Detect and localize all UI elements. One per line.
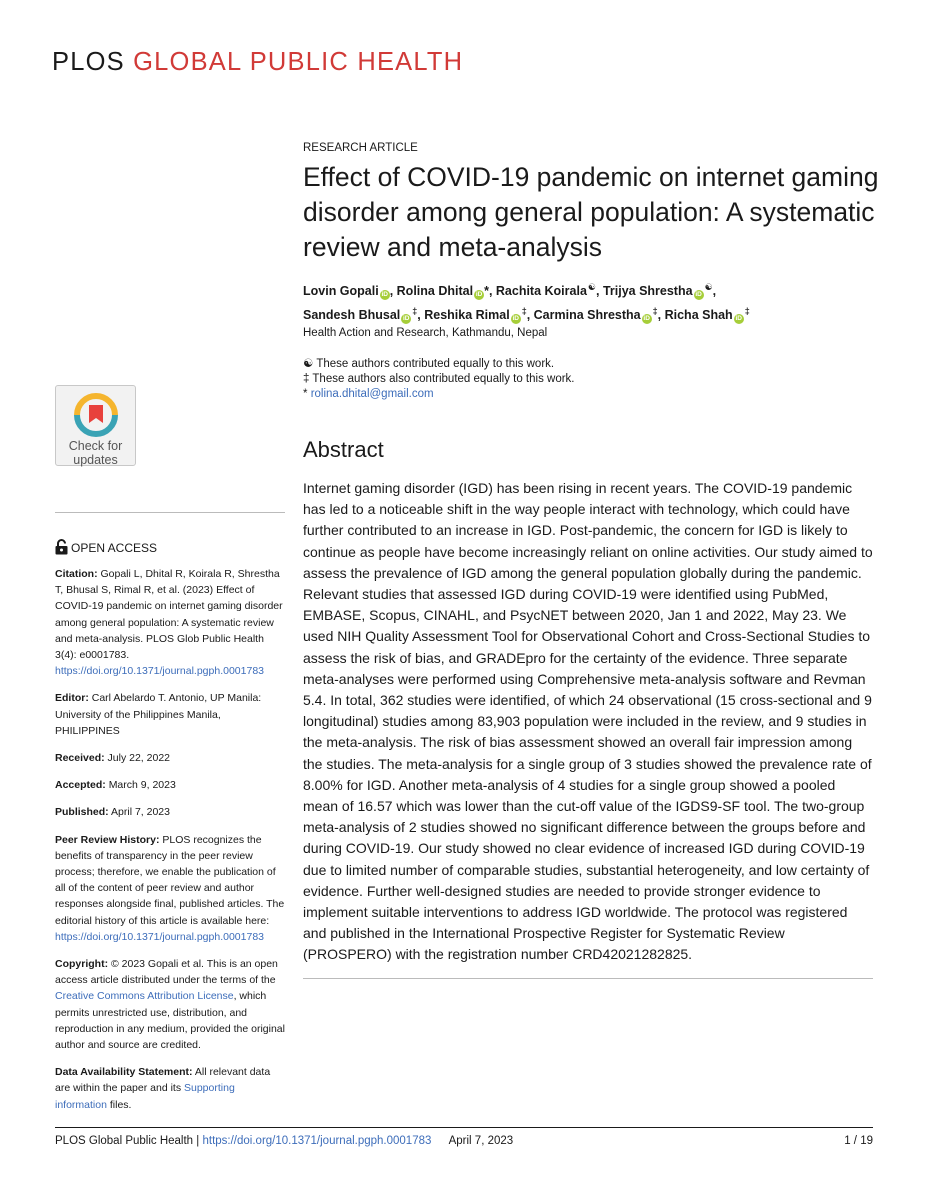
sidebar-divider xyxy=(55,512,285,513)
abstract-text: Internet gaming disorder (IGD) has been rising in recent years. The COVID-19 pandemic has led to a noticeable shift in the way people interact with technology, which could have further contributed to an increase in IGD. Post-pandemic, the concern for IGD is likely to continue as people have become increasingly reliant on online activities. Our study aimed to assess the prevalence of IGD among the general population globally during the pandemic. Relevant studies that assessed IGD during COVID-19 were identified using PubMed, EMBASE, Scopus, CINAHL, and PsycNET between 2020, Jan 1 and 2022, May 23. We used NIH Quality Assessment Tool for Observational Cohort and Cross-Sectional Studies to assess the risk of bias, and GRADEpro for the certainty of the evidence. Three separate meta-analyses were performed using Comprehensive meta-analysis software and Revman 5.4. In total, 362 studies were identified, of which 24 observational (15 cross-sectional and 9 longitudinal) studies among 83,903 population were included in the review, and 9 studies in the meta-analysis. The risk of bias assessment showed an overall fair impression among the studies. The meta-analysis for a single group of 3 studies showed the prevalence rate of 8.00% for IGD. Another meta-analysis of 4 studies for a single group showed a pooled mean of 16.57 which was lower than the cut-off value of the IGDS9-SF tool. The two-group meta-analysis of 2 studies showed no significant difference between the groups before and during COVID-19. Our study showed no clear evidence of increased IGD during COVID-19 due to limited number of comparable studies, substantial heterogeneity, and low certainty of evidence. Further well-designed studies are needed to provide stronger evidence to implement suitable interventions to address IGD worldwide. The protocol was registered and published in the International Prospective Register for Systematic Review (PROSPERO) with the registration number CRD42021282825. xyxy=(303,480,873,963)
check-updates-line1: Check for xyxy=(68,439,123,453)
orcid-icon[interactable]: iD xyxy=(512,315,519,322)
article-type: RESEARCH ARTICLE xyxy=(303,142,418,154)
open-access-label xyxy=(55,539,157,555)
accepted-date: March 9, 2023 xyxy=(108,779,176,792)
equal-text: These authors contributed equally to this work. xyxy=(316,358,555,370)
peer-review-label: Peer Review History: xyxy=(55,833,160,846)
corr-symbol: * xyxy=(303,388,308,400)
author-list: Lovin Gopali iD , Rolina Dhital iD *, Rachita Koirala☯, Trijya Shrestha iD☯, Sandesh Bhusal iD‡, Reshika Rimal iD‡, Carmina Shrestha iD‡, Richa Shah iD‡ xyxy=(303,282,750,322)
journal-name: GLOBAL PUBLIC HEALTH xyxy=(133,48,464,76)
data-availability-block xyxy=(55,1064,285,1113)
footer-date: April 7, 2023 xyxy=(448,1135,514,1147)
affiliation: Health Action and Research, Kathmandu, Nepal xyxy=(303,327,548,339)
page-number: 1 / 19 xyxy=(844,1135,873,1147)
journal-brand: PLOS xyxy=(52,48,125,76)
page-footer xyxy=(55,1135,873,1147)
citation-doi-link[interactable]: https://doi.org/10.1371/journal.pgph.0001783 xyxy=(55,665,265,678)
author-name: Richa Shah xyxy=(664,308,733,322)
article-title: Effect of COVID-19 pandemic on internet gaming disorder among general population: A systematic review and meta-analysis xyxy=(303,162,879,262)
peer-review-text: PLOS recognizes the benefits of transparency in the peer review process; therefore, we enable the publication of all of the content of peer review and author responses alongside final, published articles. The editorial history of this article is available here: xyxy=(55,833,285,927)
orcid-icon[interactable]: iD xyxy=(475,291,483,298)
author-name: Reshika Rimal xyxy=(424,308,510,322)
accepted-block xyxy=(55,777,285,793)
author-mark: ‡ xyxy=(652,306,658,316)
copyright-label: Copyright: xyxy=(55,958,109,971)
citation-block xyxy=(55,566,285,679)
open-access-text: OPEN ACCESS xyxy=(71,541,158,555)
data-availability-text-after: files. xyxy=(109,1098,132,1111)
orcid-icon[interactable]: iD xyxy=(643,315,650,322)
author-name: Carmina Shrestha xyxy=(533,308,641,322)
also-text: These authors also contributed equally to this work. xyxy=(312,373,575,385)
author-mark: ‡ xyxy=(744,306,750,316)
footer-doi-link[interactable]: https://doi.org/10.1371/journal.pgph.0001783 xyxy=(202,1135,432,1147)
author-mark: ☯ xyxy=(587,282,596,292)
orcid-icon[interactable]: iD xyxy=(381,291,388,298)
author[interactable] xyxy=(424,308,526,322)
received-date: July 22, 2022 xyxy=(107,752,170,765)
author[interactable] xyxy=(665,308,750,322)
citation-text: Gopali L, Dhital R, Koirala R, Shrestha T, Bhusal S, Rimal R, et al. (2023) Effect of COVID-19 pandemic on internet gaming disorder among general population: A systematic review and meta-analysis. PLOS Glob Public Health 3(4): e0001783. xyxy=(55,568,283,662)
data-availability-label: Data Availability Statement: xyxy=(55,1066,193,1079)
check-for-updates-button[interactable] xyxy=(55,385,136,466)
published-date: April 7, 2023 xyxy=(111,806,170,819)
check-updates-line2: updates xyxy=(73,453,118,467)
orcid-icon[interactable]: iD xyxy=(695,291,702,298)
copyright-text-after: , which permits unrestricted use, distribution, and reproduction in any medium, provided the original author and source are credited. xyxy=(55,990,285,1052)
author-name: Rachita Koirala xyxy=(495,284,587,298)
accepted-label: Accepted: xyxy=(55,779,106,792)
equal-symbol: ☯ xyxy=(303,358,314,370)
also-contribution-note xyxy=(303,372,575,387)
editor-text: Carl Abelardo T. Antonio, UP Manila: University of the Philippines Manila, PHILIPPINES xyxy=(55,692,262,737)
email-link[interactable]: rolina.dhital@gmail.com xyxy=(310,388,434,400)
editor-block xyxy=(55,690,285,739)
equal-contribution-note xyxy=(303,357,575,372)
data-availability-text: All relevant data are within the paper and its xyxy=(55,1066,271,1095)
peer-review-doi-link[interactable]: https://doi.org/10.1371/journal.pgph.0001783 xyxy=(55,930,265,943)
author[interactable] xyxy=(303,308,417,322)
author-name: Lovin Gopali xyxy=(303,284,379,298)
article-metadata xyxy=(55,566,285,1124)
corresponding-author-note xyxy=(303,387,575,402)
orcid-icon[interactable]: iD xyxy=(735,315,742,322)
author-name: Rolina Dhital xyxy=(396,284,474,298)
editor-label: Editor: xyxy=(55,692,89,705)
author-name: Sandesh Bhusal xyxy=(303,308,401,322)
author[interactable] xyxy=(397,284,489,298)
author[interactable] xyxy=(534,308,658,322)
author-mark: * xyxy=(484,284,489,298)
copyright-text: © 2023 Gopali et al. This is an open access article distributed under the terms of the xyxy=(55,958,278,987)
published-label: Published: xyxy=(55,806,109,819)
footer-journal: PLOS Global Public Health xyxy=(55,1135,194,1147)
copyright-block xyxy=(55,956,285,1053)
author-mark: ☯ xyxy=(704,282,713,292)
peer-review-block xyxy=(55,832,285,945)
citation-label: Citation: xyxy=(55,568,98,580)
author-mark: ‡ xyxy=(521,306,527,316)
also-symbol: ‡ xyxy=(303,373,310,385)
author-mark: ‡ xyxy=(412,306,418,316)
received-label: Received: xyxy=(55,752,105,765)
abstract-heading: Abstract xyxy=(303,437,384,462)
published-block xyxy=(55,804,285,820)
author-notes xyxy=(303,357,575,402)
open-lock-icon xyxy=(55,539,68,555)
footer-divider xyxy=(55,1127,873,1128)
license-link[interactable]: Creative Commons Attribution License xyxy=(55,990,234,1003)
crossmark-icon xyxy=(73,392,119,438)
received-block xyxy=(55,750,285,766)
supporting-information-link[interactable]: Supporting information xyxy=(55,1082,235,1111)
orcid-icon[interactable]: iD xyxy=(403,315,410,322)
author[interactable] xyxy=(603,284,713,298)
footer-separator: | xyxy=(196,1135,200,1147)
author-name: Trijya Shrestha xyxy=(602,284,693,298)
journal-header xyxy=(52,48,463,77)
abstract-divider xyxy=(303,978,873,979)
author[interactable] xyxy=(496,284,596,298)
author[interactable] xyxy=(303,284,390,298)
